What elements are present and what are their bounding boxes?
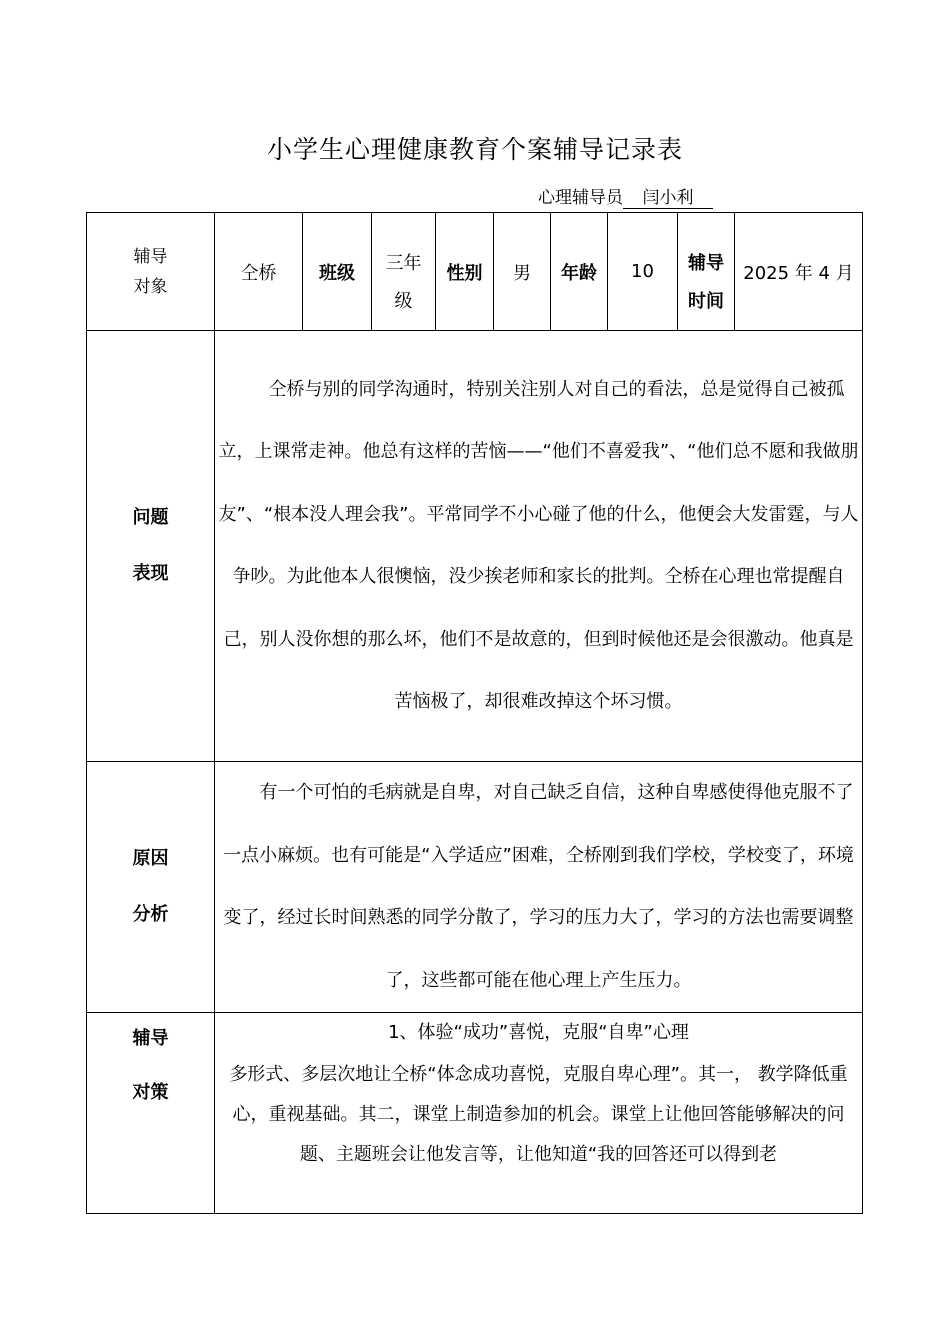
counselor-name: 闫小利 [623, 188, 713, 209]
gender-label-cell [436, 213, 494, 331]
age-label-cell [551, 213, 608, 331]
class-label-cell [303, 213, 372, 331]
strategy-text: 多形式、多层次地让仝桥“体念成功喜悦，克服自卑心理”。其一， 教学降低重心，重视基础。其二，课堂上制造参加的机会。课堂上让他回答能够解决的问题、主题班会让他发言等，让他知道“我的回答还可以得到老 [229, 1064, 848, 1165]
target-label-line1: 辅导 [133, 246, 168, 267]
gender-label: 性别 [446, 262, 483, 284]
counselor-label: 心理辅导员 [538, 188, 623, 208]
page-title: 小学生心理健康教育个案辅导记录表 [266, 135, 683, 164]
time-label-cell [678, 213, 735, 331]
header-row [87, 213, 863, 331]
gender-value: 男 [513, 262, 531, 284]
class-value-line2: 级 [394, 290, 413, 312]
analysis-text: 有一个可怕的毛病就是自卑，对自己缺乏自信，这种自卑感使得他克服不了一点小麻烦。也有可能是“入学适应”困难，仝桥刚到我们学校，学校变了，环境变了，经过长时间熟悉的同学分散了，学习的压力大了，学习的方法也需要调整了，这些都可能在他心理上产生压力。 [223, 782, 854, 991]
problem-text: 仝桥与别的同学沟通时，特别关注别人对自己的看法，总是觉得自己被孤立，上课常走神。他总有这样的苦恼——“他们不喜爱我”、“他们总不愿和我做朋友”、“根本没人理会我”。平常同学不小心碰了他的什么，他便会大发雷霆，与人争吵。为此他本人很懊恼，没少挨老师和家长的批判。仝桥在心理也常提醒自己，别人没你想的那么坏，他们不是故意的，但到时候他还是会很激动。他真是苦恼极了，却很难改掉这个坏习惯。 [218, 378, 859, 712]
counselor-line [538, 183, 713, 209]
strategy-label-line2: 对策 [132, 1082, 169, 1103]
age-value: 10 [631, 261, 654, 282]
record-table [86, 212, 863, 1214]
time-label-line1: 辅导 [688, 252, 724, 274]
student-name-cell [215, 213, 303, 331]
problem-label-line2: 表现 [132, 563, 169, 584]
age-value-cell [608, 213, 678, 331]
problem-row [87, 331, 863, 762]
strategy-heading: 1、体验“成功”喜悦，克服“自卑”心理 [388, 1022, 689, 1043]
problem-label-line1: 问题 [132, 507, 169, 528]
problem-text-cell [215, 331, 863, 762]
time-label-line2: 时间 [688, 290, 724, 312]
problem-label-cell [87, 331, 215, 762]
strategy-label-cell [87, 1013, 215, 1214]
analysis-row [87, 762, 863, 1013]
analysis-text-cell [215, 762, 863, 1013]
strategy-text-cell [215, 1013, 863, 1214]
class-label: 班级 [319, 262, 355, 284]
time-value: 2025 年 4 月 [743, 262, 854, 284]
class-value-cell [372, 213, 436, 331]
student-name: 仝桥 [240, 262, 277, 284]
age-label: 年龄 [561, 262, 597, 284]
target-label-line2: 对象 [133, 276, 168, 297]
analysis-label-line2: 分析 [132, 904, 169, 925]
class-value-line1: 三年 [385, 252, 422, 274]
strategy-row [87, 1013, 863, 1214]
analysis-label-cell [87, 762, 215, 1013]
gender-value-cell [494, 213, 551, 331]
strategy-label-line1: 辅导 [132, 1028, 169, 1049]
time-value-cell [735, 213, 863, 331]
analysis-label-line1: 原因 [132, 848, 169, 869]
target-label-cell [87, 213, 215, 331]
